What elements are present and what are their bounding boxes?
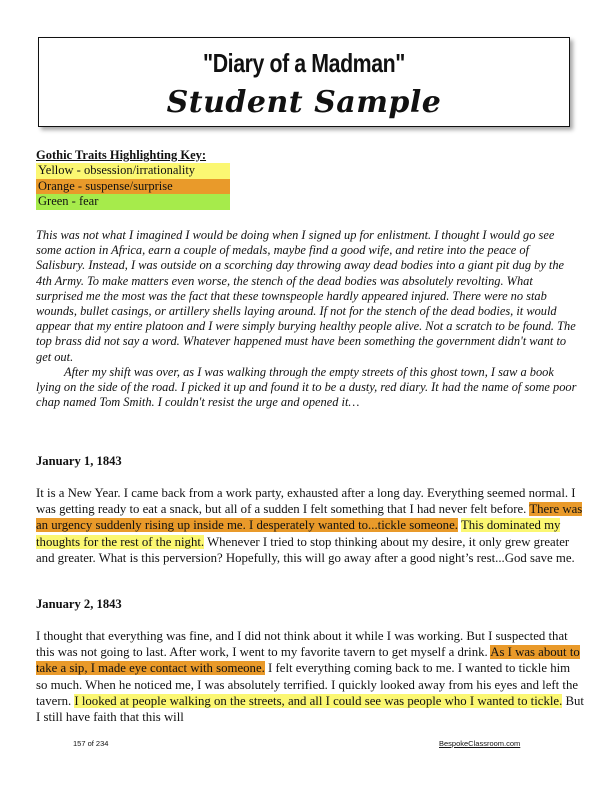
entry-2-text-c: But I still have faith that this will — [36, 693, 584, 725]
intro-paragraph-1: This was not what I imagined I would be doing when I signed up for enlistment. I thought I would go see some action in Africa, earn a couple of medals, maybe find a good wife, and retire into the peace of Salisbury. Instead, I was outside on a scorching day throwing away dead bodies into a giant pit dug by the 4th Army. To make matters even worse, the stench of the dead bodies was absolutely revolting. What surprised me the most was the fact that these townspeople hardly appeared injured. There were no stab wounds, bullet casings, or artillery shells laying around. If not for the stench of the dead bodies, it would appear that my entire platoon and I were simply burying healthy people alive. Not a scratch to be found. The top brass did not say a word. Whatever happened must have been something the government didn't want to get out. — [36, 228, 576, 364]
highlight-yellow: I looked at people walking on the streets, and all I could see was people who I wanted to tickle. — [74, 693, 563, 708]
entry-1-text-a: It is a New Year. I came back from a work party, exhausted after a long day. Everything seemed normal. I was getting ready to eat a snack, but all of a sudden I felt something that I had never felt before. — [36, 486, 576, 517]
intro-paragraph-2: After my shift was over, as I was walking through the empty streets of this ghost town, I saw a book lying on the side of the road. I picked it up and found it to be a dusty, red diary. It had the name of some poor chap named Tom Smith. I couldn't resist the urge and opened it… — [36, 364, 577, 410]
entry-2-text-b: I felt everything coming back to me. I wanted to tickle him so much. When he noticed me, I was absolutely terrified. I quickly looked away from his eyes and left the tavern. — [36, 661, 579, 708]
footer-site-link[interactable]: BespokeClassroom.com — [439, 739, 521, 748]
key-yellow: Yellow - obsession/irrationality — [36, 163, 230, 179]
page-title: "Diary of a Madman" — [202, 48, 405, 78]
entry-date-2: January 2, 1843 — [36, 597, 122, 611]
key-green: Green - fear — [36, 194, 230, 210]
key-orange: Orange - suspense/surprise — [36, 179, 230, 195]
highlighting-key — [36, 147, 230, 210]
highlight-orange: There was an urgency suddenly rising up inside me. I desperately wanted to...tickle someone. — [36, 502, 583, 533]
highlight-orange: As I was about to take a sip, I made eye contact with someone. — [36, 645, 580, 676]
entry-date-1: January 1, 1843 — [36, 454, 122, 468]
intro-text — [36, 228, 580, 410]
entry-body-1 — [36, 485, 584, 566]
entry-2-text-a: I thought that everything was fine, and I did not think about it while I was working. But I suspected that this was not going to last. After work, I went to my favorite tavern to get myself a drink. — [36, 629, 568, 660]
page-subtitle: Student Sample — [166, 85, 442, 120]
key-heading: Gothic Traits Highlighting Key: — [36, 148, 207, 162]
entry-body-2 — [36, 628, 584, 725]
entry-1-text-c: Whenever I tried to stop thinking about my desire, it only grew greater and greater. What is this perversion? Hopefully, this will go away after a good night’s rest...God save me. — [36, 534, 575, 565]
highlight-yellow: This dominated my thoughts for the rest of the night. — [36, 518, 561, 549]
page-number: 157 of 234 — [73, 739, 109, 748]
title-box — [38, 37, 570, 127]
